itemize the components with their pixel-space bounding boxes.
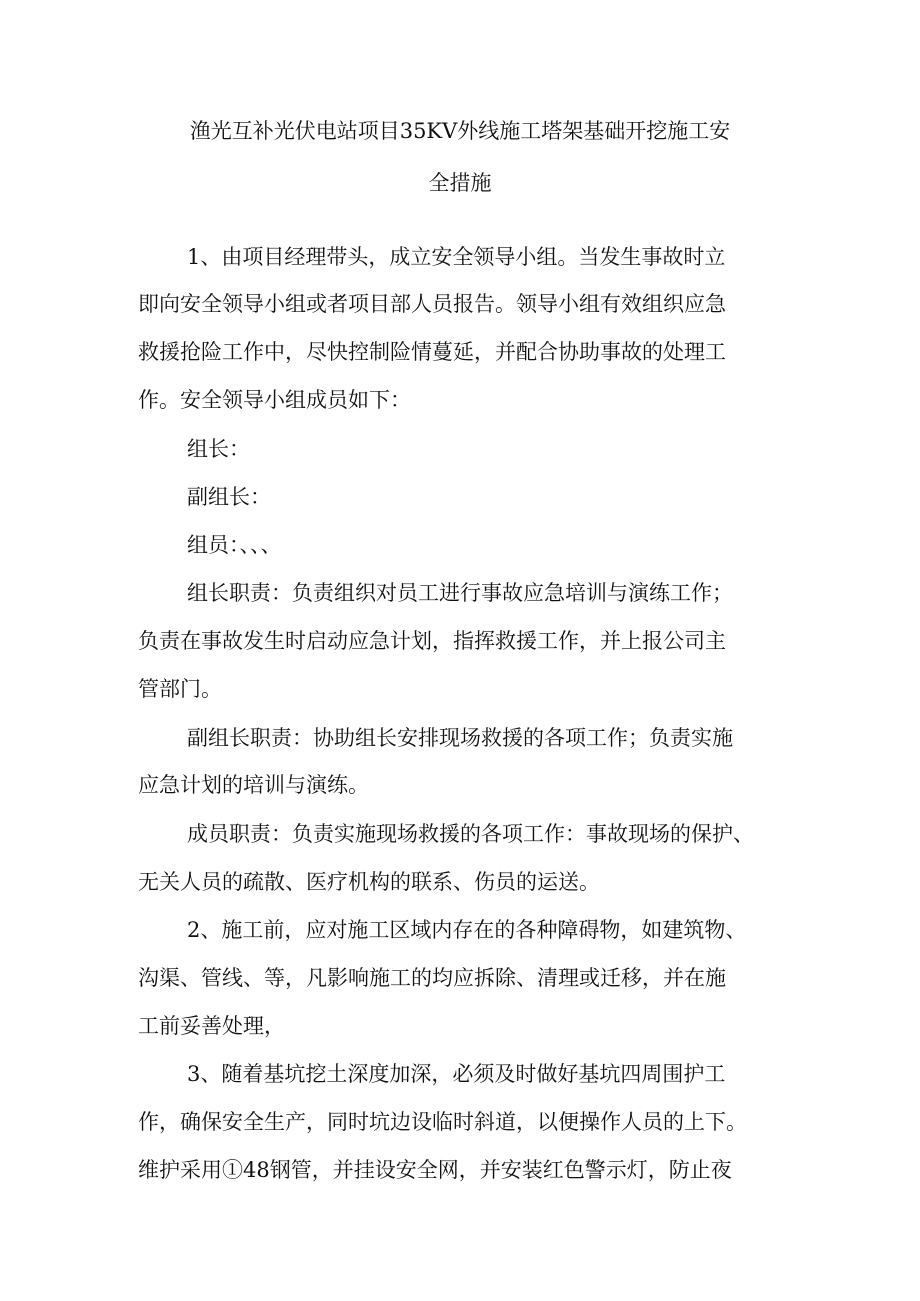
paragraph-line: 组长职责：负责组织对员工进行事故应急培训与演练工作； [187,581,733,605]
paragraph-line: 组长： [187,437,250,461]
paragraph-line: 成员职责：负责实施现场救援的各项工作：事故现场的保护、 [187,822,754,846]
document-title-line-1: 渔光互补光伏电站项目35KV外线施工塔架基础开挖施工安 [189,119,731,143]
paragraph-line: 管部门。 [138,677,222,701]
paragraph-line: 2、施工前，应对施工区域内存在的各种障碍物，如建筑物、 [187,918,747,942]
paragraph-line: 作，确保安全生产，同时坑边设临时斜道，以便操作人员的上下。 [138,1110,747,1134]
paragraph-line: 副组长职责：协助组长安排现场救援的各项工作；负责实施 [187,726,733,750]
paragraph-line: 救援抢险工作中，尽快控制险情蔓延，并配合协助事故的处理工 [138,340,726,364]
paragraph-line: 1、由项目经理带头，成立安全领导小组。当发生事故时立 [187,245,726,269]
paragraph-line: 应急计划的培训与演练。 [138,773,369,797]
paragraph-line: 作。安全领导小组成员如下： [138,388,411,412]
paragraph-line: 即向安全领导小组或者项目部人员报告。领导小组有效组织应急 [138,292,726,316]
paragraph-line: 工前妥善处理， [138,1014,285,1038]
paragraph-line: 副组长： [187,485,271,509]
paragraph-line: 维护采用①48钢管，并挂设安全网，并安装红色警示灯，防止夜 [138,1158,732,1182]
paragraph-line: 组员：、、、 [187,533,282,557]
document-title-line-2: 全措施 [428,171,492,195]
paragraph-line: 无关人员的疏散、医疗机构的联系、伤员的运送。 [138,870,600,894]
paragraph-line: 负责在事故发生时启动应急计划，指挥救援工作，并上报公司主 [138,629,726,653]
paragraph-line: 沟渠、管线、等，凡影响施工的均应拆除、清理或迁移，并在施 [138,966,726,990]
paragraph-line: 3、随着基坑挖土深度加深，必须及时做好基坑四周围护工 [187,1062,726,1086]
